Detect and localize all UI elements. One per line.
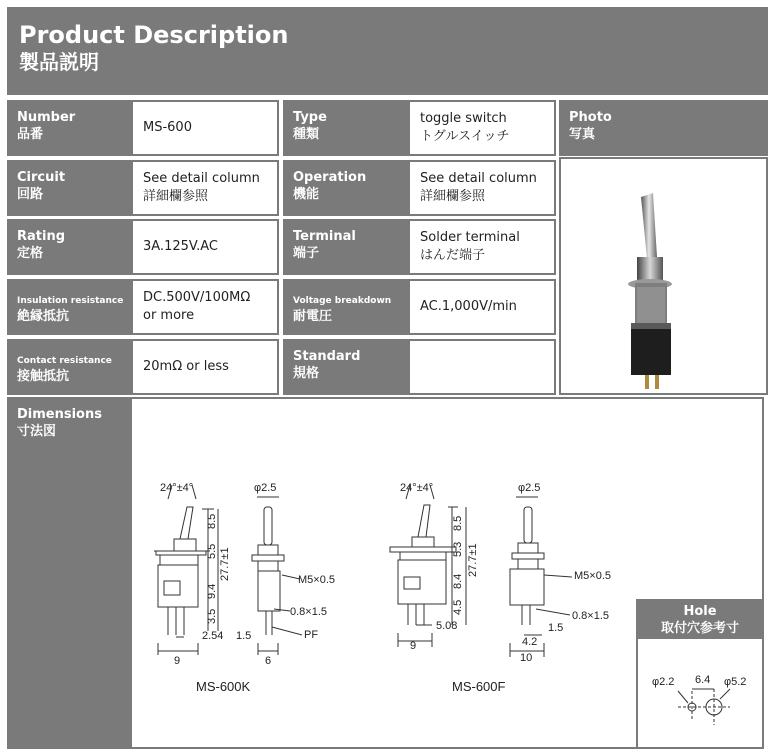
dimensions-label: Dimensions 寸法図: [7, 397, 131, 749]
svg-text:5.5: 5.5: [206, 543, 218, 559]
svg-text:9: 9: [174, 655, 181, 667]
type-label: Type 種類: [283, 100, 409, 156]
svg-text:1.5: 1.5: [548, 622, 564, 634]
photo-label: Photo 写真: [559, 100, 768, 156]
circuit-value: See detail column 詳細欄参照: [131, 160, 279, 216]
svg-text:PF: PF: [304, 629, 319, 641]
svg-text:1.5: 1.5: [236, 630, 252, 642]
svg-text:9.4: 9.4: [206, 583, 218, 599]
svg-text:M5×0.5: M5×0.5: [574, 570, 611, 582]
svg-text:24°±4°: 24°±4°: [400, 482, 434, 494]
page-title: Product Description: [19, 21, 289, 49]
hole-header: Hole 取付穴参考寸: [638, 601, 762, 639]
svg-text:4.5: 4.5: [452, 599, 464, 615]
svg-text:4.2: 4.2: [522, 636, 538, 648]
svg-text:6.4: 6.4: [695, 674, 711, 686]
svg-text:φ2.2: φ2.2: [652, 676, 675, 688]
hole-panel: [636, 599, 764, 749]
type-value: toggle switch トグルスイッチ: [408, 100, 556, 156]
terminal-value: Solder terminal はんだ端子: [408, 219, 556, 275]
rating-label: Rating 定格: [7, 219, 131, 275]
circuit-label: Circuit 回路: [7, 160, 131, 216]
page-title-jp: 製品説明: [19, 50, 99, 74]
standard-label: Standard 規格: [283, 339, 409, 395]
rating-value: 3A.125V.AC: [131, 219, 279, 275]
svg-text:8.5: 8.5: [206, 513, 218, 529]
svg-text:6: 6: [265, 655, 272, 667]
contact-label: Contact resistance 接触抵抗: [7, 339, 131, 395]
operation-label: Operation 機能: [283, 160, 409, 216]
insulation-value: DC.500V/100MΩ or more: [131, 279, 279, 335]
svg-text:5.3: 5.3: [452, 541, 464, 557]
svg-text:0.8×1.5: 0.8×1.5: [572, 610, 610, 622]
k-dia-label: φ2.5: [254, 482, 277, 494]
svg-text:5.08: 5.08: [436, 620, 458, 632]
standard-value: [408, 339, 556, 395]
hole-drawing: [638, 641, 762, 749]
svg-text:M5×0.5: M5×0.5: [298, 574, 335, 586]
svg-text:10: 10: [520, 652, 533, 664]
svg-text:φ5.2: φ5.2: [724, 676, 747, 688]
operation-value: See detail column 詳細欄参照: [408, 160, 556, 216]
svg-text:3.5: 3.5: [206, 608, 218, 624]
photo-frame: [559, 157, 768, 395]
svg-text:0.8×1.5: 0.8×1.5: [290, 606, 328, 618]
k-angle-label: 24°±4°: [160, 482, 194, 494]
page-header: [7, 7, 768, 95]
svg-text:8.4: 8.4: [452, 573, 464, 589]
insulation-label: Insulation resistance 絶縁抵抗: [7, 279, 131, 335]
svg-text:9: 9: [410, 640, 417, 652]
model-f-label: MS-600F: [452, 679, 506, 694]
number-value: MS-600: [131, 100, 279, 156]
model-k-label: MS-600K: [196, 679, 251, 694]
toggle-switch-photo: [561, 159, 766, 393]
svg-text:8.5: 8.5: [452, 515, 464, 531]
svg-text:27.7±1: 27.7±1: [219, 547, 231, 581]
number-label: Number 品番: [7, 100, 131, 156]
terminal-label: Terminal 端子: [283, 219, 409, 275]
svg-text:27.7±1: 27.7±1: [467, 543, 479, 577]
svg-text:2.54: 2.54: [202, 630, 224, 642]
voltage-label: Voltage breakdown 耐電圧: [283, 279, 409, 335]
voltage-value: AC.1,000V/min: [408, 279, 556, 335]
contact-value: 20mΩ or less: [131, 339, 279, 395]
svg-text:φ2.5: φ2.5: [518, 482, 541, 494]
